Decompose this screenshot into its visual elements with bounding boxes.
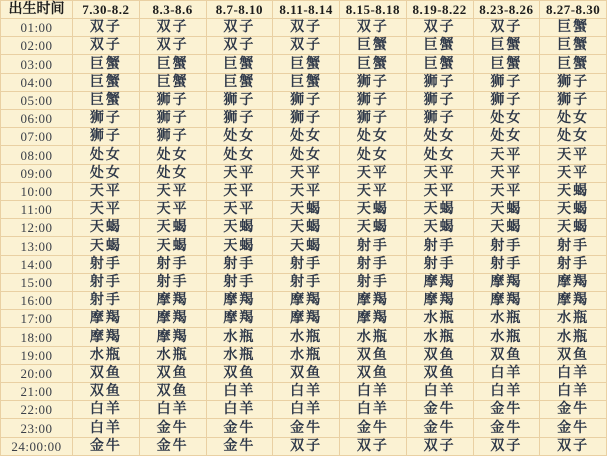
- sign-cell: 金牛: [473, 401, 540, 419]
- sign-cell: 射手: [540, 255, 607, 273]
- sign-cell: 处女: [340, 146, 407, 164]
- sign-cell: 天蝎: [206, 237, 273, 255]
- sign-cell: 双鱼: [139, 364, 206, 382]
- sign-cell: 射手: [139, 273, 206, 291]
- table-row: [1, 364, 607, 382]
- sign-cell: 巨蟹: [340, 37, 407, 55]
- table-row: [1, 110, 607, 128]
- sign-cell: 处女: [273, 128, 340, 146]
- sign-cell: 射手: [340, 237, 407, 255]
- sign-cell: 摩羯: [206, 310, 273, 328]
- sign-cell: 摩羯: [340, 292, 407, 310]
- time-cell: 06:00: [1, 110, 73, 128]
- time-cell: 19:00: [1, 346, 73, 364]
- time-cell: 01:00: [1, 19, 73, 37]
- table-header: [1, 1, 607, 19]
- sign-cell: 金牛: [340, 419, 407, 437]
- time-cell: 02:00: [1, 37, 73, 55]
- sign-cell: 天蝎: [406, 219, 473, 237]
- sign-cell: 天平: [139, 182, 206, 200]
- sign-cell: 天蝎: [473, 201, 540, 219]
- sign-cell: 水瓶: [273, 328, 340, 346]
- sign-cell: 摩羯: [540, 292, 607, 310]
- sign-cell: 摩羯: [139, 292, 206, 310]
- sign-cell: 天蝎: [73, 237, 140, 255]
- sign-cell: 狮子: [540, 73, 607, 91]
- sign-cell: 双子: [273, 437, 340, 455]
- sign-cell: 摩羯: [206, 292, 273, 310]
- sign-cell: 天平: [206, 201, 273, 219]
- sign-cell: 射手: [73, 255, 140, 273]
- header-cell-birth-time: 出生时间: [1, 1, 73, 19]
- sign-cell: 处女: [473, 128, 540, 146]
- time-cell: 05:00: [1, 91, 73, 109]
- header-cell-date-range: 7.30-8.2: [73, 1, 140, 19]
- time-cell: 17:00: [1, 310, 73, 328]
- sign-cell: 双子: [139, 37, 206, 55]
- sign-cell: 天平: [473, 146, 540, 164]
- sign-cell: 射手: [406, 255, 473, 273]
- sign-cell: 射手: [473, 237, 540, 255]
- sign-cell: 白羊: [540, 383, 607, 401]
- sign-cell: 双子: [540, 437, 607, 455]
- sign-cell: 射手: [73, 292, 140, 310]
- sign-cell: 摩羯: [473, 292, 540, 310]
- time-cell: 14:00: [1, 255, 73, 273]
- table-row: [1, 91, 607, 109]
- sign-cell: 天蝎: [273, 201, 340, 219]
- sign-cell: 射手: [206, 255, 273, 273]
- time-cell: 16:00: [1, 292, 73, 310]
- sign-cell: 天平: [139, 201, 206, 219]
- time-cell: 20:00: [1, 364, 73, 382]
- sign-cell: 巨蟹: [73, 73, 140, 91]
- sign-cell: 巨蟹: [473, 37, 540, 55]
- sign-cell: 处女: [139, 164, 206, 182]
- sign-cell: 处女: [406, 146, 473, 164]
- sign-cell: 狮子: [340, 91, 407, 109]
- sign-cell: 天平: [206, 164, 273, 182]
- sign-cell: 摩羯: [406, 292, 473, 310]
- sign-cell: 天平: [473, 182, 540, 200]
- sign-cell: 狮子: [406, 73, 473, 91]
- time-cell: 15:00: [1, 273, 73, 291]
- sign-cell: 天平: [540, 164, 607, 182]
- sign-cell: 金牛: [406, 401, 473, 419]
- sign-cell: 金牛: [273, 419, 340, 437]
- sign-cell: 狮子: [406, 91, 473, 109]
- sign-cell: 水瓶: [206, 328, 273, 346]
- sign-cell: 巨蟹: [73, 55, 140, 73]
- sign-cell: 双子: [406, 437, 473, 455]
- sign-cell: 金牛: [206, 437, 273, 455]
- sign-cell: 天平: [406, 164, 473, 182]
- table-body: [1, 19, 607, 456]
- sign-cell: 白羊: [139, 401, 206, 419]
- sign-cell: 射手: [540, 237, 607, 255]
- sign-cell: 射手: [273, 255, 340, 273]
- sign-cell: 金牛: [406, 419, 473, 437]
- sign-cell: 天蝎: [139, 219, 206, 237]
- sign-cell: 处女: [139, 146, 206, 164]
- sign-cell: 狮子: [139, 128, 206, 146]
- sign-cell: 处女: [73, 146, 140, 164]
- sign-cell: 双鱼: [206, 364, 273, 382]
- sign-cell: 狮子: [139, 91, 206, 109]
- table-row: [1, 237, 607, 255]
- sign-cell: 天蝎: [540, 219, 607, 237]
- sign-cell: 狮子: [206, 110, 273, 128]
- sign-cell: 双子: [273, 37, 340, 55]
- sign-cell: 金牛: [139, 437, 206, 455]
- sign-cell: 水瓶: [139, 346, 206, 364]
- sign-cell: 双鱼: [273, 364, 340, 382]
- sign-cell: 金牛: [206, 419, 273, 437]
- sign-cell: 白羊: [273, 383, 340, 401]
- sign-cell: 水瓶: [473, 310, 540, 328]
- table-row: [1, 37, 607, 55]
- sign-cell: 射手: [340, 255, 407, 273]
- sign-cell: 金牛: [73, 437, 140, 455]
- sign-cell: 水瓶: [340, 328, 407, 346]
- sign-cell: 巨蟹: [540, 37, 607, 55]
- sign-cell: 摩羯: [73, 328, 140, 346]
- header-cell-date-range: 8.23-8.26: [473, 1, 540, 19]
- sign-cell: 射手: [406, 237, 473, 255]
- sign-cell: 双子: [473, 19, 540, 37]
- sign-cell: 处女: [340, 128, 407, 146]
- sign-cell: 天蝎: [340, 219, 407, 237]
- sign-cell: 处女: [273, 146, 340, 164]
- sign-cell: 双子: [340, 19, 407, 37]
- sign-cell: 天平: [340, 182, 407, 200]
- sign-cell: 双鱼: [340, 364, 407, 382]
- sign-cell: 天平: [540, 146, 607, 164]
- sign-cell: 狮子: [340, 73, 407, 91]
- sign-cell: 射手: [273, 273, 340, 291]
- sign-cell: 巨蟹: [139, 55, 206, 73]
- sign-cell: 双鱼: [139, 383, 206, 401]
- time-cell: 04:00: [1, 73, 73, 91]
- sign-cell: 巨蟹: [406, 37, 473, 55]
- sign-cell: 双鱼: [406, 346, 473, 364]
- time-cell: 23:00: [1, 419, 73, 437]
- sign-cell: 狮子: [473, 73, 540, 91]
- header-cell-date-range: 8.19-8.22: [406, 1, 473, 19]
- header-cell-date-range: 8.7-8.10: [206, 1, 273, 19]
- time-cell: 11:00: [1, 201, 73, 219]
- table-row: [1, 383, 607, 401]
- sign-cell: 处女: [406, 128, 473, 146]
- sign-cell: 金牛: [540, 401, 607, 419]
- sign-cell: 摩羯: [540, 273, 607, 291]
- sign-cell: 水瓶: [540, 310, 607, 328]
- table-row: [1, 164, 607, 182]
- table-row: [1, 346, 607, 364]
- sign-cell: 双鱼: [473, 346, 540, 364]
- sign-cell: 白羊: [73, 419, 140, 437]
- sign-cell: 狮子: [206, 91, 273, 109]
- table-row: [1, 19, 607, 37]
- time-cell: 08:00: [1, 146, 73, 164]
- sign-cell: 巨蟹: [273, 55, 340, 73]
- sign-cell: 白羊: [73, 401, 140, 419]
- sign-cell: 天蝎: [540, 201, 607, 219]
- sign-cell: 天平: [340, 164, 407, 182]
- table-row: [1, 292, 607, 310]
- sign-cell: 白羊: [340, 401, 407, 419]
- header-row: [1, 1, 607, 19]
- sign-cell: 狮子: [340, 110, 407, 128]
- sign-cell: 白羊: [206, 401, 273, 419]
- time-cell: 24:00:00: [1, 437, 73, 455]
- sign-cell: 狮子: [73, 110, 140, 128]
- time-cell: 22:00: [1, 401, 73, 419]
- table-row: [1, 401, 607, 419]
- sign-cell: 天蝎: [340, 201, 407, 219]
- sign-cell: 处女: [540, 128, 607, 146]
- sign-cell: 白羊: [206, 383, 273, 401]
- sign-cell: 双子: [73, 19, 140, 37]
- table-row: [1, 55, 607, 73]
- sign-cell: 巨蟹: [540, 19, 607, 37]
- sign-cell: 巨蟹: [473, 55, 540, 73]
- sign-cell: 双子: [73, 37, 140, 55]
- sign-cell: 天平: [73, 201, 140, 219]
- sign-cell: 天平: [206, 182, 273, 200]
- sign-cell: 水瓶: [406, 310, 473, 328]
- sign-cell: 天蝎: [473, 219, 540, 237]
- sign-cell: 天蝎: [406, 201, 473, 219]
- sign-cell: 天平: [73, 182, 140, 200]
- table-row: [1, 73, 607, 91]
- sign-cell: 白羊: [340, 383, 407, 401]
- sign-cell: 狮子: [139, 110, 206, 128]
- sign-cell: 双子: [206, 19, 273, 37]
- sign-cell: 水瓶: [73, 346, 140, 364]
- sign-cell: 摩羯: [73, 310, 140, 328]
- table-row: [1, 201, 607, 219]
- table-row: [1, 219, 607, 237]
- sign-cell: 处女: [206, 146, 273, 164]
- sign-cell: 处女: [206, 128, 273, 146]
- table-row: [1, 437, 607, 455]
- sign-cell: 双鱼: [340, 346, 407, 364]
- table-row: [1, 273, 607, 291]
- sign-cell: 天蝎: [273, 237, 340, 255]
- sign-cell: 巨蟹: [206, 55, 273, 73]
- time-cell: 21:00: [1, 383, 73, 401]
- sign-cell: 双子: [340, 437, 407, 455]
- time-cell: 18:00: [1, 328, 73, 346]
- sign-cell: 处女: [473, 110, 540, 128]
- sign-cell: 白羊: [473, 383, 540, 401]
- time-cell: 12:00: [1, 219, 73, 237]
- table-row: [1, 146, 607, 164]
- sign-cell: 天蝎: [73, 219, 140, 237]
- sign-cell: 处女: [540, 110, 607, 128]
- sign-cell: 射手: [73, 273, 140, 291]
- sign-cell: 巨蟹: [540, 55, 607, 73]
- sign-cell: 天蝎: [540, 182, 607, 200]
- sign-cell: 水瓶: [406, 328, 473, 346]
- sign-cell: 双鱼: [73, 364, 140, 382]
- sign-cell: 射手: [206, 273, 273, 291]
- sign-cell: 天平: [273, 164, 340, 182]
- sign-cell: 摩羯: [139, 310, 206, 328]
- sign-cell: 双鱼: [73, 383, 140, 401]
- time-cell: 09:00: [1, 164, 73, 182]
- sign-cell: 摩羯: [273, 310, 340, 328]
- table-row: [1, 255, 607, 273]
- sign-cell: 天蝎: [273, 219, 340, 237]
- sign-cell: 摩羯: [473, 273, 540, 291]
- sign-cell: 双鱼: [406, 364, 473, 382]
- sign-cell: 双鱼: [540, 346, 607, 364]
- sign-cell: 天平: [273, 182, 340, 200]
- sign-cell: 巨蟹: [73, 91, 140, 109]
- sign-cell: 白羊: [406, 383, 473, 401]
- sign-cell: 白羊: [540, 364, 607, 382]
- sign-cell: 白羊: [273, 401, 340, 419]
- sign-cell: 天蝎: [139, 237, 206, 255]
- sign-cell: 水瓶: [273, 346, 340, 364]
- sign-cell: 处女: [73, 164, 140, 182]
- table-row: [1, 128, 607, 146]
- sign-cell: 白羊: [473, 364, 540, 382]
- sign-cell: 狮子: [273, 110, 340, 128]
- sign-cell: 狮子: [540, 91, 607, 109]
- sign-cell: 双子: [473, 437, 540, 455]
- sign-cell: 金牛: [473, 419, 540, 437]
- sign-cell: 双子: [206, 37, 273, 55]
- sign-cell: 巨蟹: [206, 73, 273, 91]
- header-cell-date-range: 8.11-8.14: [273, 1, 340, 19]
- sign-cell: 巨蟹: [273, 73, 340, 91]
- header-cell-date-range: 8.15-8.18: [340, 1, 407, 19]
- sign-cell: 巨蟹: [340, 55, 407, 73]
- sign-cell: 射手: [139, 255, 206, 273]
- table-row: [1, 310, 607, 328]
- table-row: [1, 419, 607, 437]
- sign-cell: 射手: [473, 255, 540, 273]
- sign-cell: 狮子: [406, 110, 473, 128]
- time-cell: 07:00: [1, 128, 73, 146]
- sign-cell: 双子: [273, 19, 340, 37]
- time-cell: 10:00: [1, 182, 73, 200]
- sign-cell: 巨蟹: [406, 55, 473, 73]
- sign-cell: 狮子: [473, 91, 540, 109]
- time-cell: 03:00: [1, 55, 73, 73]
- header-cell-date-range: 8.27-8.30: [540, 1, 607, 19]
- sign-cell: 水瓶: [540, 328, 607, 346]
- sign-cell: 双子: [139, 19, 206, 37]
- sign-cell: 摩羯: [406, 273, 473, 291]
- table-row: [1, 328, 607, 346]
- sign-cell: 摩羯: [340, 310, 407, 328]
- sign-cell: 天蝎: [206, 219, 273, 237]
- sign-cell: 狮子: [273, 91, 340, 109]
- sign-cell: 狮子: [73, 128, 140, 146]
- header-cell-date-range: 8.3-8.6: [139, 1, 206, 19]
- sign-cell: 摩羯: [273, 292, 340, 310]
- sign-cell: 金牛: [540, 419, 607, 437]
- sign-cell: 金牛: [139, 419, 206, 437]
- sign-cell: 水瓶: [473, 328, 540, 346]
- sign-cell: 摩羯: [139, 328, 206, 346]
- sign-cell: 巨蟹: [139, 73, 206, 91]
- sign-cell: 天平: [473, 164, 540, 182]
- sign-cell: 射手: [340, 273, 407, 291]
- table-row: [1, 182, 607, 200]
- time-cell: 13:00: [1, 237, 73, 255]
- sign-cell: 水瓶: [206, 346, 273, 364]
- sign-cell: 双子: [406, 19, 473, 37]
- sign-cell: 天平: [406, 182, 473, 200]
